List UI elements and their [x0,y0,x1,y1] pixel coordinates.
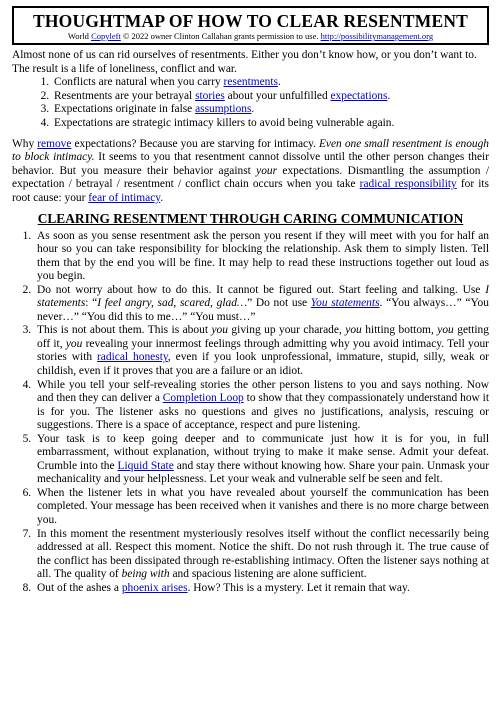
copyleft-link[interactable]: Copyleft [91,31,121,41]
completion-loop-link[interactable]: Completion Loop [162,392,244,405]
remove-link[interactable]: remove [37,137,72,150]
step-item: 2. Do not worry about how to do this. It cannot be figured out. Start feeling and talking. Use I statements: “I feel angry, sad, scared, glad…” Do not use You statements. “You always…” “You never…” “You did this to me…” “You must…” [34,284,489,325]
copyright-line: World Copyleft © 2022 owner Clinton Callahan grants permission to use. http://possibilitymanagement.org [67,31,434,41]
radical-responsibility-link[interactable]: radical responsibility [359,178,457,191]
phoenix-arises-link[interactable]: phoenix arises [121,581,188,594]
stories-link[interactable]: stories [195,89,225,102]
step-item: 4. While you tell your self-revealing stories the other person listens to you and says nothing. Now and then they can deliver a Completion Loop to show that they compassionately understand how it is for you. The listener asks no questions and gives no justifications, analysis, rescuing or suggestions. There is a space of acceptance, respect and pure listening. [34,379,489,433]
page-title: THOUGHTMAP OF HOW TO CLEAR RESENTMENT [32,11,469,31]
title-box [12,6,489,45]
list-item: 2. Resentments are your betrayal stories about your unfulfilled expectations. [52,90,489,104]
you-statements-link[interactable]: You statements [310,297,380,310]
radical-honesty-link[interactable]: radical honesty [97,351,168,364]
list-item: 1. Conflicts are natural when you carry resentments. [52,76,489,90]
step-item: 5. Your task is to keep going deeper and to communicate just how it is for you, in full embarrassment, without explanation, without trying to make it make sense. Admit your defeat. Crumble into the Liquid State and stay there without knowing how. Share your pain. Unmask your mechanicality and your helplessness. Let your weak and vulnerable self be seen and felt. [34,433,489,487]
assumptions-link[interactable]: assumptions [195,103,252,116]
step-item: 6. When the listener lets in what you have revealed about yourself the communication has been completed. Your message has been received when it vanishes and there is no more charge between you. [34,487,489,528]
step-item: 8. Out of the ashes a phoenix arises. How? This is a mystery. Let it remain that way. [34,582,489,596]
step-item: 3. This is not about them. This is about you giving up your charade, you hitting bottom, you getting off it, you revealing your innermost feelings through admitting why you avoid intimacy. Tell your stories with radical honesty, even if you look unprofessional, immature, stupid, silly, weak or childish, even if it proves that you are a failure or an idiot. [34,324,489,378]
step-item: 1. As soon as you sense resentment ask the person you resent if they will meet with you for half an hour so you can take responsibility for blocking the relationship. Ask them to simply listen. Tell them that by the end you will be fine. It may help to read these instructions together out loud as you begin. [34,230,489,284]
list-item: 4. Expectations are strategic intimacy killers to avoid being vulnerable again. [52,117,489,131]
expectations-link[interactable]: expectations [330,89,388,102]
resentments-link[interactable]: resentments [223,76,278,89]
fear-of-intimacy-link[interactable]: fear of intimacy [88,191,161,204]
list-item: 3. Expectations originate in false assumptions. [52,103,489,117]
intro-list [12,76,489,130]
steps-list [12,230,489,596]
step-item: 7. In this moment the resentment mysteriously resolves itself without the conflict necessarily being addressed at all. Respect this moment. Notice the shift. Do not rush through it. The true cause of the conflict has been dissipated through re-establishing intimacy. Often the listener says nothing at all. The quality of being with and spacious listening are alone sufficient. [34,528,489,582]
website-link[interactable]: http://possibilitymanagement.org [320,31,434,41]
why-remove-paragraph: Why remove expectations? Because you are starving for intimacy. Even one small resentment is enough to block intimacy. It seems to you that resentment cannot dissolve until the other person changes their behavior. But you measure their behavior against your expectations. Dismantling the assumption / expectation / betrayal / resentment / conflict chain occurs when you take radical responsibility for its root cause: your fear of intimacy. [12,137,490,204]
intro-paragraph: Almost none of us can rid ourselves of resentments. Either you don’t know how, or you don’t want to. The result is a life of loneliness, conflict and war. [12,49,477,75]
section-heading: CLEARING RESENTMENT THROUGH CARING COMMUNICATION [37,210,464,226]
liquid-state-link[interactable]: Liquid State [117,459,174,472]
